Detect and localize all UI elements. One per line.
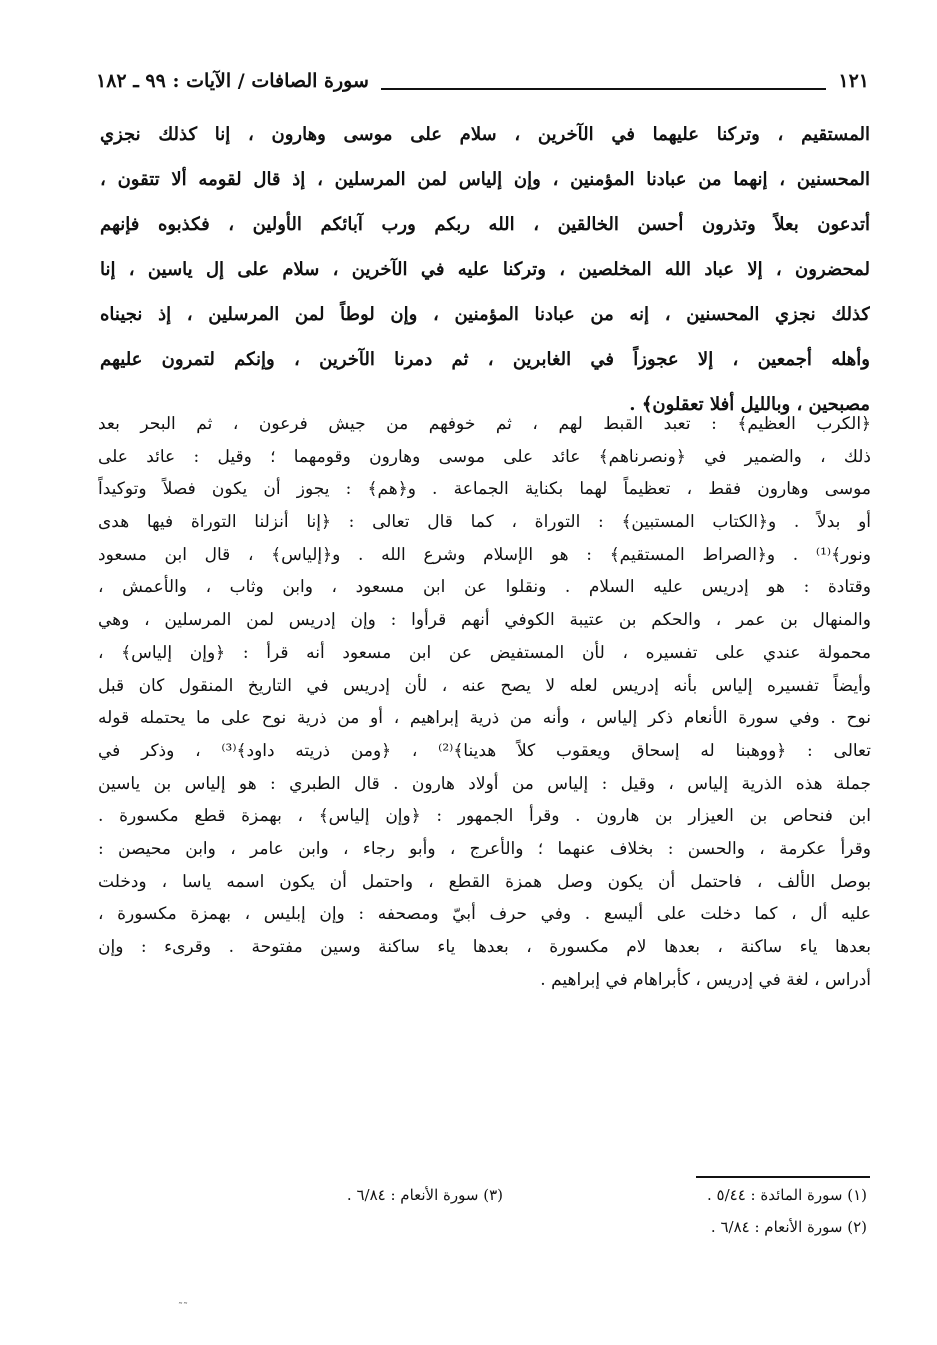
verse-line: وأهله أجمعين ، إلا عجوزاً في الغابرين ، ثم دمرنا الآخرين ، وإنكم لتمرون عليهم: [100, 349, 870, 370]
commentary-line: بعدها ياء ساكنة ، بعدها لام مكسورة ، بعدها ياء ساكنة وسين مفتوحة . وقرىء : وإن: [98, 937, 871, 957]
commentary-line: والمنهال بن عمر ، والحكم بن عتيبة الكوفي أنهم قرأوا : وإن إدريس لمن المرسلين ، وهي: [98, 610, 871, 631]
surah-title: سورة الصافات / الآيات : ٩٩ ـ ١٨٢: [96, 70, 369, 92]
footnote-2: (٢) سورة الأنعام : ٦/٨٤ .: [710, 1218, 867, 1236]
page-header: [96, 64, 869, 98]
commentary-line: ذلك ، والضمير في ﴿ونصرناهم﴾ عائد على موسى وهارون وقومهما ؛ وقيل : عائد على: [98, 446, 871, 467]
verse-line: مصبحين ، وبالليل أفلا تعقلون﴾ .: [629, 394, 870, 415]
commentary-line: أو بدلاً . و﴿الكتاب المستبين﴾ : التوراة ، كما قال تعالى : ﴿إنا أنزلنا التوراة فيها هدى: [98, 512, 871, 533]
commentary: [98, 408, 871, 996]
commentary-line: نوح . وفي سورة الأنعام ذكر إلياس ، وأنه من ذرية إبراهيم ، أو من ذرية نوح على ما يحتمله قوله: [98, 708, 871, 729]
verse-line: المستقيم ، وتركنا عليهما في الآخرين ، سلام على موسى وهارون ، إنا كذلك نجزي: [100, 124, 870, 145]
commentary-line: وقرأ عكرمة ، والحسن : بخلاف عنهما ؛ والأعرج ، وأبو رجاء ، وابن عامر ، وابن محيصن :: [98, 838, 871, 859]
print-speck: ˜˜: [178, 1302, 188, 1313]
header-rule: [381, 88, 826, 90]
footnote-3: (٣) سورة الأنعام : ٦/٨٤ .: [346, 1186, 503, 1204]
commentary-line: أدراس ، لغة في إدريس ، كأبراهام في إبراهيم .: [540, 969, 871, 990]
footnote-rule: [696, 1176, 870, 1178]
verse-line: أتدعون بعلاً وتذرون أحسن الخالقين ، الله ربكم ورب آبائكم الأولين ، فكذبوه فإنهم: [100, 214, 870, 235]
commentary-line: ﴿الكرب العظيم﴾ : تعبد القبط لهم ، ثم خوفهم من جيش فرعون ، ثم البحر بعد: [98, 414, 871, 434]
commentary-line: جملة هذه الذرية إلياس ، وقيل : إلياس من أولاد هارون . قال الطبري : هو إلياس بن ياسين: [98, 773, 871, 794]
commentary-line: محمولة عندي على تفسيره ، لأن المستفيض عن ابن مسعود أنه قرأ : ﴿وإن إلياس﴾ ،: [98, 642, 871, 663]
commentary-line: وأيضاً تفسيره إلياس بأنه إدريس لعله لا يصح عنه ، لأن إدريس في التاريخ المنقول كان قبل: [98, 675, 871, 696]
commentary-line: عليه أل ، كما دخلت على أليسع . وفي حرف أبيّ ومصحفه : وإن إبليس ، بهمزة مكسورة ،: [98, 904, 871, 925]
verse-line: كذلك نجزي المحسنين ، إنه من عبادنا المؤمنين ، وإن لوطاً لمن المرسلين ، إذ نجيناه: [100, 304, 870, 325]
verse-line: المحسنين ، إنهما من عبادنا المؤمنين ، وإن إلياس لمن المرسلين ، إذ قال لقومه ألا تتقون ،: [100, 169, 870, 190]
commentary-line: بوصل الألف ، فاحتمل أن يكون وصل همزة القطع ، واحتمل أن يكون اسمه ياسا ، ودخلت: [98, 871, 871, 892]
page-number: ١٢١: [838, 70, 869, 92]
footnote-1: (١) سورة المائدة : ٥/٤٤ .: [707, 1186, 867, 1204]
commentary-line: تعالى : ﴿ووهبنا له إسحاق ويعقوب كلاً هدينا﴾⁽²⁾ ، ﴿ومن ذريته داود﴾⁽³⁾ ، وذكر في: [98, 740, 871, 761]
commentary-line: ابن فنحاص بن العيزار بن هارون . وقرأ الجمهور : ﴿وإن إلياس﴾ ، بهمزة قطع مكسورة .: [98, 806, 871, 827]
verse-line: لمحضرون ، إلا عباد الله المخلصين ، وتركنا عليه في الآخرين ، سلام على إل ياسين ، إنا: [100, 259, 870, 280]
commentary-line: ونور﴾⁽¹⁾ . و﴿الصراط المستقيم﴾ : هو الإسلام وشرع الله . و﴿إلياس﴾ ، قال ابن مسعود: [98, 544, 871, 565]
quran-verses: [100, 112, 870, 427]
commentary-line: موسى وهارون فقط ، تعظيماً لهما بكناية الجماعة . و﴿هم﴾ : يجوز أن يكون فصلاً وتوكيداً: [98, 479, 871, 500]
commentary-line: وقتادة : هو إدريس عليه السلام . ونقلوا عن ابن مسعود ، وابن وثاب ، والأعمش ،: [98, 577, 871, 598]
